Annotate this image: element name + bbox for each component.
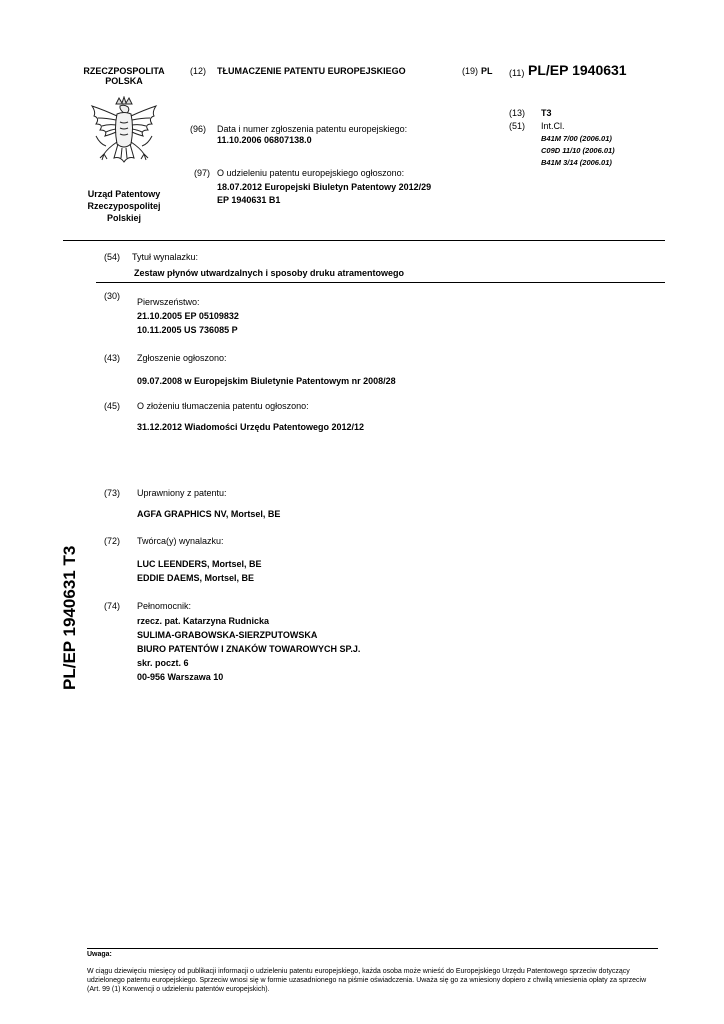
country-name: RZECZPOSPOLITA POLSKA xyxy=(83,66,165,86)
translation-value: 31.12.2012 Wiadomości Urzędu Patentowego 2012/12 xyxy=(137,422,365,432)
attorney-line: rzecz. pat. Katarzyna Rudnicka xyxy=(137,616,270,626)
inventor-item: EDDIE DAEMS, Mortsel, BE xyxy=(137,573,255,583)
inventors-label: Twórca(y) wynalazku: xyxy=(137,536,224,546)
priority-label: Pierwszeństwo: xyxy=(137,297,200,307)
owner-value: AGFA GRAPHICS NV, Mortsel, BE xyxy=(137,509,281,519)
intcl-item: B41M 3/14 (2006.01) xyxy=(541,158,612,167)
footer-heading: Uwaga: xyxy=(87,951,112,958)
country-code: PL xyxy=(481,66,493,76)
intcl-label: Int.Cl. xyxy=(541,121,565,131)
grant-value-bulletin: 18.07.2012 Europejski Biuletyn Patentowy 2012/29 xyxy=(217,182,432,192)
translation-label: O złożeniu tłumaczenia patentu ogłoszono: xyxy=(137,401,309,411)
priority-value: 10.11.2005 US 736085 P xyxy=(137,325,238,335)
intcl-item: B41M 7/00 (2006.01) xyxy=(541,134,612,143)
published-value: 09.07.2008 w Europejskim Biuletynie Patentowym nr 2008/28 xyxy=(137,376,396,386)
footer-divider xyxy=(87,948,658,949)
owner-label: Uprawniony z patentu: xyxy=(137,488,227,498)
grant-label: O udzieleniu patentu europejskiego ogłoszono: xyxy=(217,168,405,178)
attorney-details xyxy=(137,614,360,684)
title-label: Tytuł wynalazku: xyxy=(132,252,199,262)
code-72: (72) xyxy=(104,536,121,546)
published-label: Zgłoszenie ogłoszono: xyxy=(137,353,227,363)
application-label: Data i numer zgłoszenia patentu europejskiego: xyxy=(217,124,408,134)
code-11: (11) xyxy=(509,68,525,78)
kind-code: T3 xyxy=(541,108,552,118)
code-13: (13) xyxy=(509,108,526,118)
code-12: (12) xyxy=(190,66,207,76)
title-divider xyxy=(96,282,665,283)
office-name: Urząd Patentowy Rzeczypospolitej Polskiej xyxy=(87,189,161,223)
inventor-item: LUC LEENDERS, Mortsel, BE xyxy=(137,559,262,569)
code-73: (73) xyxy=(104,488,121,498)
attorney-line: skr. poczt. 6 xyxy=(137,658,189,668)
code-51: (51) xyxy=(509,121,526,131)
side-patent-label: PL/EP 1940631 T3 xyxy=(60,545,79,690)
application-value: 11.10.2006 06807138.0 xyxy=(217,135,312,145)
code-74: (74) xyxy=(104,601,121,611)
attorney-line: 00-956 Warszawa 10 xyxy=(137,672,224,682)
eagle-emblem-icon xyxy=(86,96,162,180)
code-54: (54) xyxy=(104,252,121,262)
patent-number: PL/EP 1940631 xyxy=(528,62,627,78)
attorney-label: Pełnomocnik: xyxy=(137,601,192,611)
priority-value: 21.10.2005 EP 05109832 xyxy=(137,311,239,321)
code-19: (19) xyxy=(462,66,479,76)
attorney-line: SULIMA-GRABOWSKA-SIERZPUTOWSKA xyxy=(137,630,318,640)
code-45: (45) xyxy=(104,401,121,411)
doc-type: TŁUMACZENIE PATENTU EUROPEJSKIEGO xyxy=(217,66,406,76)
attorney-line: BIURO PATENTÓW I ZNAKÓW TOWAROWYCH SP.J. xyxy=(137,644,361,654)
title-value: Zestaw płynów utwardzalnych i sposoby druku atramentowego xyxy=(134,268,405,278)
code-97: (97) xyxy=(194,168,211,178)
footer-note: W ciągu dziewięciu miesięcy od publikacji informacji o udzieleniu patentu europejskiego, każda osoba może wnieść do Europejskiego Urzędu Patentowego sprzeciw dotyczący udzielonego patentu europejskiego. Sprzeciw wnosi się w formie uzasadnionego na piśmie oświadczenia. Uważa się go za wniesiony dopiero z chwilą wniesienia opłaty za sprzeciw (Art. 99 (1) Konwencji o udzieleniu patentów europejskich). xyxy=(87,968,647,993)
header-divider xyxy=(63,240,665,241)
grant-value-number: EP 1940631 B1 xyxy=(217,195,281,205)
code-96: (96) xyxy=(190,124,207,134)
intcl-list xyxy=(541,133,615,169)
code-43: (43) xyxy=(104,353,121,363)
code-30: (30) xyxy=(104,291,121,301)
intcl-item: C09D 11/10 (2006.01) xyxy=(541,146,615,155)
